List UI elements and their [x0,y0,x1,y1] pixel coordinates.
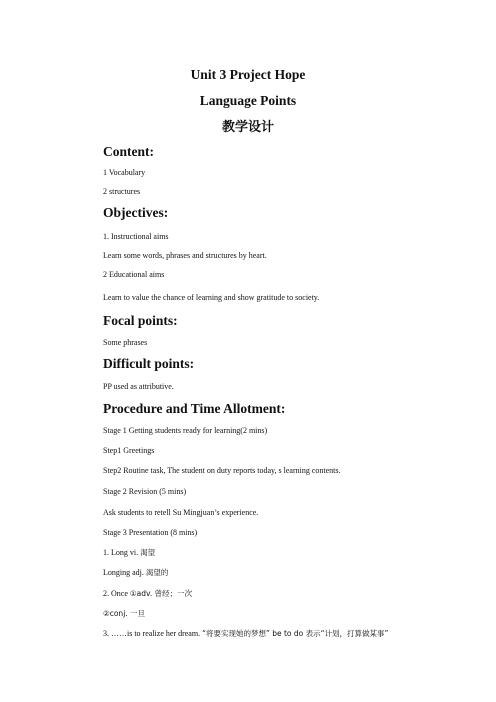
vocab-item [103,568,168,578]
procedure-item: Step2 Routine task, The student on duty reports today, s learning contents. [103,466,341,475]
vocab-meaning: 渴望 [140,548,156,557]
vocab-meaning: ①adv. 曾经；一次 [129,589,193,598]
difficult-points-item: PP used as attributive. [103,382,174,391]
vocab-meaning: 渴望的 [145,568,169,577]
procedure-item: Stage 1 Getting students ready for learning(2 mins) [103,426,268,435]
procedure-item: Stage 2 Revision (5 mins) [103,487,187,496]
content-heading: Content: [103,144,154,159]
procedure-heading: Procedure and Time Allotment: [103,401,286,416]
vocab-item [103,609,145,619]
difficult-points-heading: Difficult points: [103,356,195,371]
content-item: 1 Vocabulary [103,168,146,177]
focal-points-item: Some phrases [103,338,148,347]
vocab-item [103,589,192,599]
document-cn-title: 教学设计 [221,120,274,135]
vocab-meaning: ②conj. 一旦 [103,609,146,618]
procedure-item: Stage 3 Presentation (8 mins) [103,528,198,537]
objectives-item: Learn to value the chance of learning and show gratitude to society. [103,293,320,302]
document-title: Unit 3 Project Hope [190,67,306,82]
vocab-item [103,548,155,558]
focal-points-heading: Focal points: [103,313,178,328]
document-subtitle: Language Points [199,93,297,108]
vocab-term: Longing adj. [103,568,144,577]
procedure-item: Ask students to retell Su Mingjuan’s experience. [103,508,259,517]
content-item: 2 structures [103,187,141,196]
procedure-item: Step1 Greetings [103,446,155,455]
vocab-term: 2. Once [103,589,128,598]
vocab-item [103,629,388,639]
objectives-item: 1. Instructional aims [103,232,169,241]
vocab-meaning: “将要实现她的梦想” be to do 表示“计划，打算做某事” [202,629,389,638]
objectives-heading: Objectives: [103,205,169,220]
objectives-item: 2 Educational aims [103,270,165,279]
vocab-term: 3. ……is to realize her dream. [103,629,201,638]
objectives-item: Learn some words, phrases and structures by heart. [103,251,267,260]
vocab-term: 1. Long vi. [103,548,139,557]
